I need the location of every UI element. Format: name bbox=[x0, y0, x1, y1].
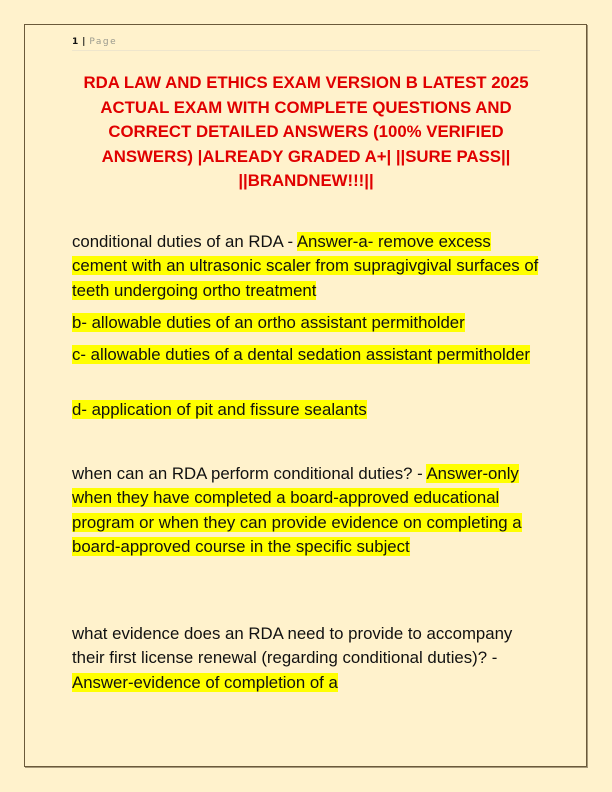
question-text: when can an RDA perform conditional duties? - bbox=[72, 464, 427, 483]
document-title: RDA LAW AND ETHICS EXAM VERSION B LATEST 2025 ACTUAL EXAM WITH COMPLETE QUESTIONS AND CORRECT DETAILED ANSWERS (100% VERIFIED ANSWERS) |ALREADY GRADED A+| ||SURE PASS|| ||BRANDNEW!!!|| bbox=[83, 73, 529, 190]
question-text: what evidence does an RDA need to provide to accompany their first license renewal (regarding conditional duties)? - bbox=[72, 624, 513, 668]
answer-continuation-c bbox=[72, 343, 542, 367]
answer-text: Answer-a- remove excess cement with an ultrasonic scaler from supragivgival surfaces of teeth undergoing ortho treatment bbox=[72, 232, 539, 300]
answer-text: c- allowable duties of a dental sedation assistant permitholder bbox=[72, 345, 531, 364]
page-label: Page bbox=[89, 37, 118, 47]
header-separator: | bbox=[82, 37, 86, 47]
answer-text: d- application of pit and fissure sealants bbox=[72, 400, 367, 419]
answer-continuation-b bbox=[72, 311, 542, 335]
qa-item-3 bbox=[72, 622, 542, 695]
page-header bbox=[72, 36, 540, 51]
answer-text: Answer-only when they have completed a board-approved educational program or when they can provide evidence on completing a board-approved course in the specific subject bbox=[72, 464, 522, 556]
answer-text: Answer-evidence of completion of a bbox=[72, 672, 338, 692]
answer-continuation-d bbox=[72, 398, 542, 422]
qa-item-1 bbox=[72, 230, 542, 303]
answer-text: b- allowable duties of an ortho assistant permitholder bbox=[72, 313, 465, 332]
page-number: 1 bbox=[72, 37, 79, 47]
qa-item-2 bbox=[72, 462, 542, 559]
question-text: conditional duties of an RDA - bbox=[72, 232, 297, 251]
